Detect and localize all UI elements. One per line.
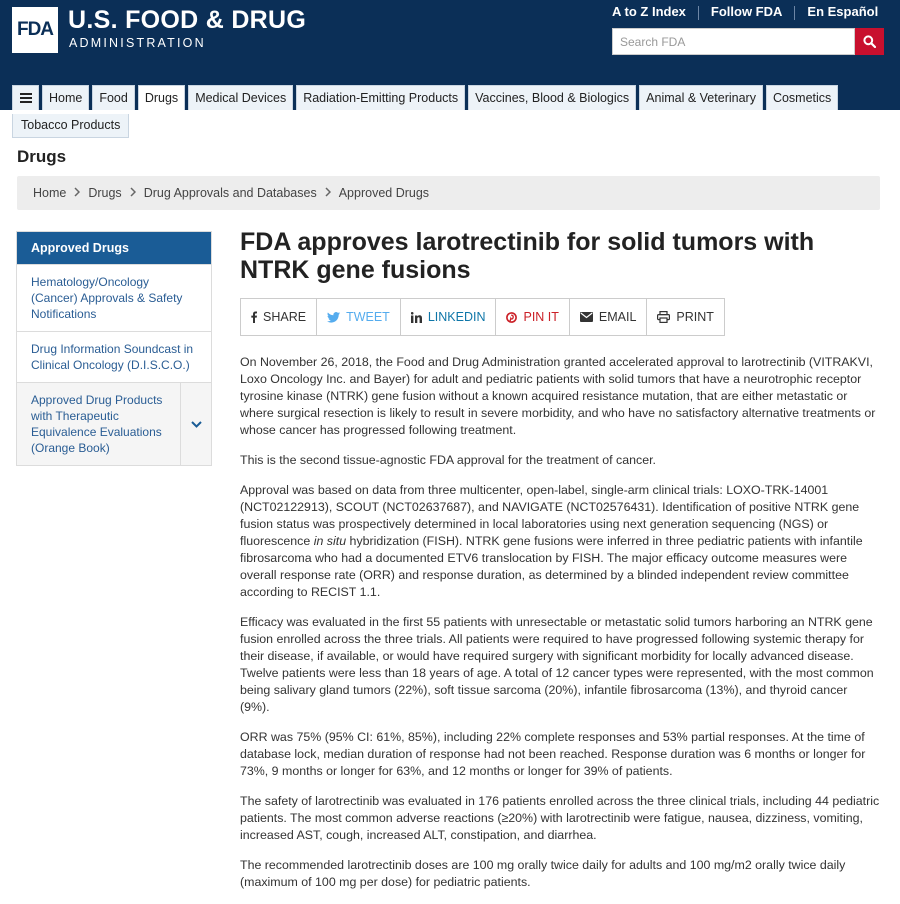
search-bar	[612, 28, 884, 55]
article-paragraph: This is the second tissue-agnostic FDA approval for the treatment of cancer.	[240, 453, 656, 467]
pinterest-icon	[506, 312, 517, 323]
nav-tab-cosmetics[interactable]: Cosmetics	[766, 85, 838, 110]
article-paragraph: On November 26, 2018, the Food and Drug Administration granted accelerated approval to larotrectinib (VITRAKVI, Loxo Oncology Inc. and Bayer) for adult and pediatric patients with solid tumors that have a neurotrophic receptor tyrosine kinase (NTRK) gene fusion without a known acquired resistance mutation, that are either metastatic or where surgical resection is likely to result in severe morbidity, and who have no satisfactory alternative treatments or whose cancer has progressed following treatment.	[240, 355, 876, 437]
print-label: PRINT	[676, 310, 714, 324]
menu-button[interactable]	[12, 85, 39, 110]
search-input[interactable]	[612, 28, 855, 55]
article-paragraph	[240, 482, 880, 601]
site-subtitle: ADMINISTRATION	[69, 36, 206, 50]
article-paragraph: The safety of larotrectinib was evaluated in 176 patients enrolled across the three clinical trials, including 44 pediatric patients. The most common adverse reactions (≥20%) with larotrectinib were fatigue, nausea, dizziness, vomiting, increased AST, cough, increased ALT, constipation, and diarrhea.	[240, 794, 880, 842]
divider	[698, 6, 699, 20]
sidebar-item-orange-book	[17, 382, 211, 465]
tweet-button[interactable]	[317, 299, 401, 335]
paragraph-text: hybridization (FISH). NTRK gene fusions were inferred in three pediatric patients with infantile fibrosarcoma who had a documented ETV6 translocation by FISH. The major efficacy outcome measures were overall response rate (ORR) and response duration, as determined by a blinded independent review committee according to RECIST 1.1.	[240, 534, 863, 599]
linkedin-icon	[411, 312, 422, 323]
article-body	[240, 354, 880, 904]
nav-tab-radiation-emitting-products[interactable]: Radiation-Emitting Products	[296, 85, 465, 110]
article-paragraph: The recommended larotrectinib doses are 100 mg orally twice daily for adults and 100 mg/m2 orally twice daily (maximum of 100 mg per dose) for pediatric patients.	[240, 858, 846, 889]
pin-it-button[interactable]	[496, 299, 569, 335]
search-icon	[863, 35, 876, 48]
utility-links	[612, 4, 878, 20]
divider	[794, 6, 795, 20]
paragraph-text: Approval was based on data from three multicenter, open-label, single-arm clinical trials: LOXO-TRK-14001 (NCT02122913), SCOUT (NCT02637687), and NAVIGATE (NCT02576431). Identification of positive NTRK gene fusion status was prospectively determined in local laboratories using next generation sequencing (NGS) or fluorescence	[240, 483, 860, 548]
breadcrumb-home[interactable]: Home	[33, 186, 67, 200]
breadcrumb-drug-approvals[interactable]: Drug Approvals and Databases	[143, 186, 317, 200]
chevron-down-icon	[191, 421, 202, 428]
nav-tab-home[interactable]: Home	[42, 85, 89, 110]
nav-tab-drugs[interactable]: Drugs	[138, 85, 185, 110]
main-nav	[12, 85, 838, 110]
pin-it-label: PIN IT	[523, 310, 559, 324]
nav-tab-food[interactable]: Food	[92, 85, 135, 110]
article-paragraph: ORR was 75% (95% CI: 61%, 85%), including 22% complete responses and 53% partial responses. At the time of database lock, median duration of response had not been reached. Response duration was 6 months or longer for 73%, 9 months or longer for 63%, and 12 months or longer for 39% of patients.	[240, 730, 866, 778]
tweet-label: TWEET	[346, 310, 390, 324]
nav-tab-animal-veterinary[interactable]: Animal & Veterinary	[639, 85, 763, 110]
sidebar-item-disco[interactable]: Drug Information Soundcast in Clinical Oncology (D.I.S.C.O.)	[17, 331, 211, 382]
sidebar-expand-button[interactable]	[181, 383, 211, 465]
en-espanol-link[interactable]: En Español	[807, 4, 879, 19]
search-button[interactable]	[855, 28, 884, 55]
nav-tab-vaccines-blood-biologics[interactable]: Vaccines, Blood & Biologics	[468, 85, 636, 110]
sidebar-nav	[16, 231, 212, 466]
article-paragraph: Efficacy was evaluated in the first 55 patients with unresectable or metastatic solid tumors harboring an NTRK gene fusion enrolled across the three trials. All patients were required to have progressed following systemic therapy for their disease, if available, or would have required surgery with significant morbidity for locally advanced disease. Twelve patients were less than 18 years of age. A total of 12 cancer types were represented, with the most common being salivary gland tumors (22%), soft tissue sarcoma (20%), infantile fibrosarcoma (13%), and thyroid cancer (9%).	[240, 615, 874, 714]
chevron-right-icon	[74, 186, 80, 200]
share-label: SHARE	[263, 310, 307, 324]
nav-tab-medical-devices[interactable]: Medical Devices	[188, 85, 293, 110]
envelope-icon	[580, 312, 593, 322]
hamburger-icon	[20, 93, 32, 103]
site-title[interactable]: U.S. FOOD & DRUG	[68, 6, 307, 34]
sidebar-heading[interactable]: Approved Drugs	[17, 232, 211, 264]
nav-tab-tobacco-products[interactable]: Tobacco Products	[12, 114, 129, 138]
email-button[interactable]	[570, 299, 648, 335]
printer-icon	[657, 311, 670, 323]
logo-text: FDA	[16, 19, 54, 40]
sidebar-item-orange-book-link[interactable]: Approved Drug Products with Therapeutic Equivalence Evaluations (Orange Book)	[17, 383, 181, 465]
italic-term: in situ	[313, 534, 347, 548]
chevron-right-icon	[325, 186, 331, 200]
linkedin-button[interactable]	[401, 299, 497, 335]
chevron-right-icon	[130, 186, 136, 200]
breadcrumb-drugs[interactable]: Drugs	[88, 186, 122, 200]
facebook-icon	[251, 311, 257, 323]
share-toolbar	[240, 298, 725, 336]
print-button[interactable]	[647, 299, 724, 335]
article-title: FDA approves larotrectinib for solid tumors with NTRK gene fusions	[240, 228, 815, 284]
fda-logo[interactable]	[12, 7, 58, 53]
breadcrumb-approved-drugs: Approved Drugs	[338, 186, 430, 200]
email-label: EMAIL	[598, 310, 637, 324]
breadcrumb	[17, 176, 880, 210]
twitter-icon	[327, 312, 340, 323]
sidebar-item-hematology-oncology[interactable]: Hematology/Oncology (Cancer) Approvals & Safety Notifications	[17, 264, 211, 331]
a-to-z-index-link[interactable]: A to Z Index	[612, 4, 686, 19]
share-facebook-button[interactable]	[241, 299, 317, 335]
linkedin-label: LINKEDIN	[427, 310, 486, 324]
follow-fda-link[interactable]: Follow FDA	[710, 4, 783, 19]
page-title: Drugs	[17, 147, 67, 166]
